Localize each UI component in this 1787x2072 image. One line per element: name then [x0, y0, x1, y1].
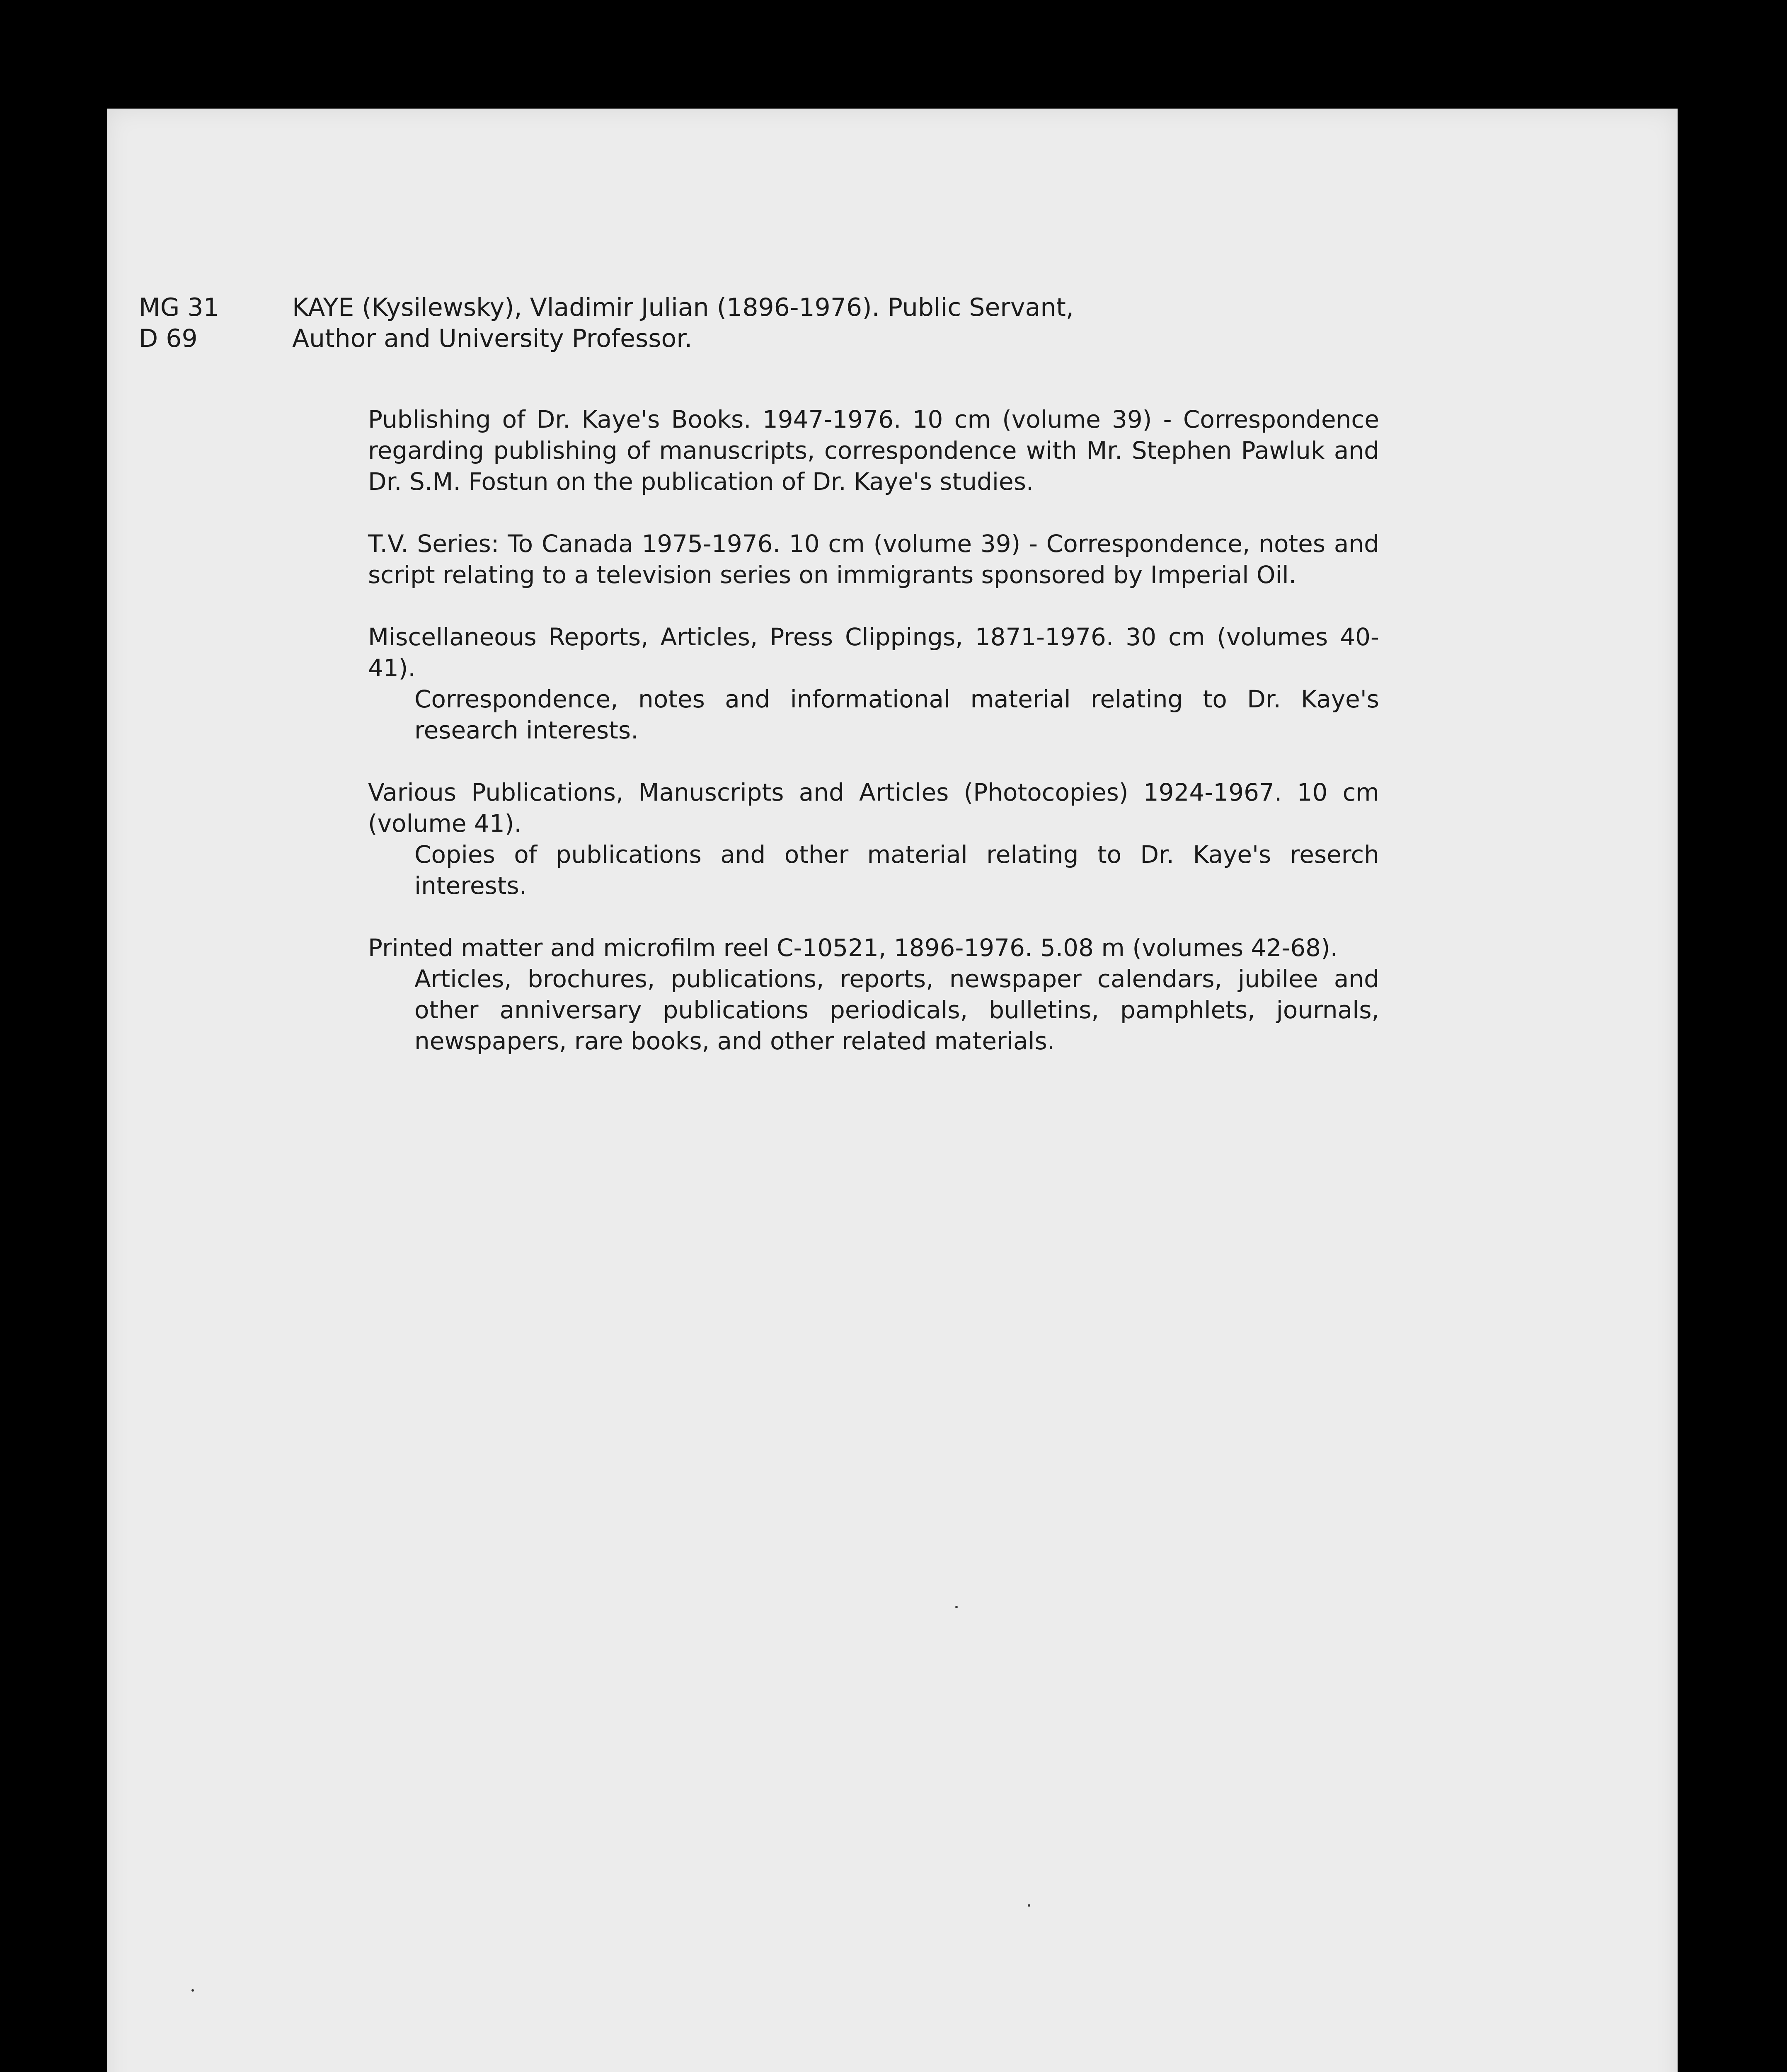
- entry-title: Printed matter and microfilm reel C-10521, 1896-1976. 5.08 m (volumes 42-68).: [368, 934, 1338, 962]
- fonds-heading: [292, 292, 1411, 354]
- reference-line-2: D 69: [139, 324, 198, 353]
- entry-title: Various Publications, Manuscripts and Articles (Photocopies) 1924-1967. 10 cm (volume 41).: [368, 778, 1379, 838]
- heading-line-1: KAYE (Kysilewsky), Vladimir Julian (1896-1976). Public Servant,: [292, 293, 1074, 322]
- reference-line-1: MG 31: [139, 293, 219, 322]
- entry-title: Publishing of Dr. Kaye's Books. 1947-1976. 10 cm (volume 39) - Correspondence regarding publishing of manuscripts, correspondence with Mr. Stephen Pawluk and Dr. S.M. Fostun on the publication of Dr. Kaye's studies.: [368, 405, 1379, 496]
- list-item: [368, 404, 1379, 497]
- entry-description: Articles, brochures, publications, reports, newspaper calendars, jubilee and other anniversary publications periodicals, bulletins, pamphlets, journals, newspapers, rare books, and other related materials.: [414, 965, 1379, 1055]
- list-item: [368, 932, 1379, 1057]
- entry-list: [368, 404, 1379, 1088]
- entry-description: Copies of publications and other material relating to Dr. Kaye's reserch interests.: [414, 840, 1379, 900]
- heading-line-2: Author and University Professor.: [292, 324, 693, 353]
- entry-title: T.V. Series: To Canada 1975-1976. 10 cm (volume 39) - Correspondence, notes and script relating to a television series on immigrants sponsored by Imperial Oil.: [368, 530, 1379, 589]
- paper-speck: [955, 1606, 958, 1608]
- list-item: [368, 777, 1379, 901]
- reference-number: [139, 292, 219, 354]
- paper-speck: [1028, 1904, 1030, 1907]
- entry-title: Miscellaneous Reports, Articles, Press Clippings, 1871-1976. 30 cm (volumes 40-41).: [368, 623, 1379, 682]
- entry-description: Correspondence, notes and informational material relating to Dr. Kaye's research interests.: [414, 685, 1379, 744]
- document-page: [107, 109, 1678, 2072]
- list-item: [368, 622, 1379, 746]
- paper-speck: [191, 1989, 194, 1992]
- list-item: [368, 528, 1379, 591]
